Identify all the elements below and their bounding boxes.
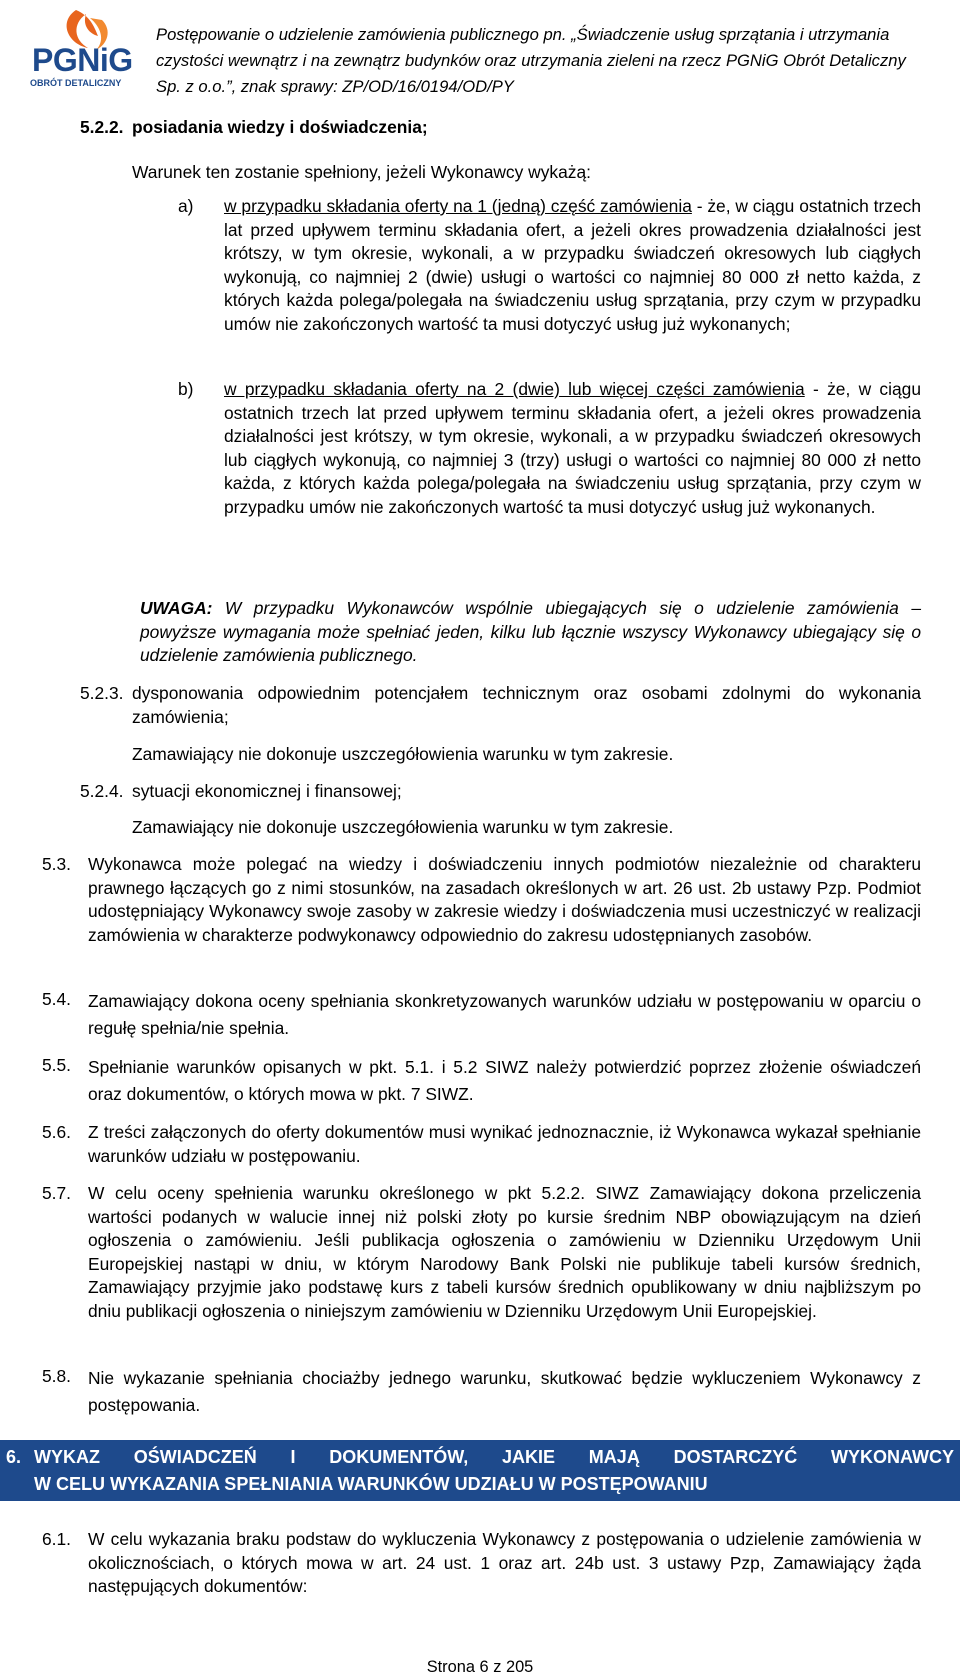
paragraph-number: 5.3. [42, 854, 72, 874]
paragraph-text: Spełnianie warunków opisanych w pkt. 5.1. i 5.2 SIWZ należy potwierdzić poprzez złożenie oświadczeń oraz dokumentów, o których mowa w pkt. 7 SIWZ. [88, 1057, 921, 1104]
paragraph-text-6-1: W celu wykazania braku podstaw do wykluczenia Wykonawcy z postępowania o udzielenie zamówienia w okolicznościach, o których mowa w art. 24 ust. 1 oraz art. 24b ust. 3 ustawy Pzp, Zamawiający żąda następujących dokumentów: [88, 1529, 921, 1597]
uwaga-label: UWAGA: [140, 598, 213, 618]
paragraph-number: 5.5. [42, 1055, 72, 1075]
paragraph-number: 5.4. [42, 989, 72, 1009]
section-text-5-2-3: dysponowania odpowiednim potencjałem technicznym oraz osobami zdolnymi do wykonania zamówienia; [132, 683, 921, 727]
section-6-title-line1: WYKAZ OŚWIADCZEŃ I DOKUMENTÓW, JAKIE MAJĄ DOSTARCZYĆ WYKONAWCY [34, 1447, 954, 1467]
section-6-heading [0, 1440, 960, 1501]
list-item-b-underlined: w przypadku składania oferty na 2 (dwie) lub więcej części zamówienia [224, 379, 805, 399]
page-number: Strona 6 z 205 [426, 1658, 534, 1676]
list-item-b [224, 378, 921, 520]
list-item-a-underlined: w przypadku składania oferty na 1 (jedną) część zamówienia [224, 196, 692, 216]
paragraph-text: W celu oceny spełnienia warunku określonego w pkt 5.2.2. SIWZ Zamawiający dokona przeliczenia wartości podanych w walucie innej niż polski złoty po kursie średnim NBP obowiązującym na dzień ogłoszenia o zamówieniu. Jeśli publikacja ogłoszenia o zamówieniu w Dzienniku Urzędowym Unii Europejskiej nastąpi w dniu, w którym Narodowy Bank Polski nie publikuje tabeli kursów średnich, Zamawiający przyjmie jako podstawę kurs z tabeli kursów średnich opublikowany w dniu najbliższym po dniu publikacji ogłoszenia o niniejszym zamówieniu w Dzienniku Urzędowym Unii Europejskiej. [88, 1183, 921, 1321]
paragraph-text: Z treści załączonych do oferty dokumentów musi wynikać jednoznacznie, iż Wykonawca wykazał spełnianie warunków udziału w postępowaniu. [88, 1122, 921, 1166]
pgnig-logo [28, 4, 134, 90]
paragraph-text: Wykonawca może polegać na wiedzy i doświadczeniu innych podmiotów niezależnie od charakteru prawnego łączących go z nimi stosunków, na zasadach określonych w art. 26 ust. 2b ustawy Pzp. Podmiot udostępniający Wykonawcy swoje zasoby w zakresie wiedzy i doświadczenia musi uczestniczyć w realizacji zamówienia w charakterze podwykonawcy odpowiednio do zakresu udostępnianych zasobów. [88, 854, 921, 945]
paragraph-number: 5.7. [42, 1183, 72, 1203]
section-text-5-2-4: sytuacji ekonomicznej i finansowej; [132, 781, 402, 801]
section-title-5-2-2: posiadania wiedzy i doświadczenia; [132, 117, 428, 137]
paragraph-text: Nie wykazanie spełniania chociażby jednego warunku, skutkować będzie wykluczeniem Wykonawcy z postępowania. [88, 1368, 921, 1415]
section-number-5-2-4: 5.2.4. [80, 781, 124, 801]
section-6-title-line2: W CELU WYKAZANIA SPEŁNIANIA WARUNKÓW UDZIAŁU W POSTĘPOWANIU [34, 1474, 708, 1494]
section-number-5-2-3: 5.2.3. [80, 683, 124, 703]
logo-subtext: OBRÓT DETALICZNY [30, 78, 122, 88]
section-note-5-2-4: Zamawiający nie dokonuje uszczegółowienia warunku w tym zakresie. [132, 817, 674, 837]
paragraph-number: 5.6. [42, 1122, 72, 1142]
list-item-a [224, 195, 921, 337]
document-header-title: Postępowanie o udzielenie zamówienia publicznego pn. „Świadczenie usług sprzątania i utrzymania czystości wewnątrz i na zewnątrz budynków oraz utrzymania zieleni na rzecz PGNiG Obrót Detaliczny Sp. z o.o.”, znak sprawy: ZP/OD/16/0194/OD/PY [156, 25, 906, 96]
section-note-5-2-3: Zamawiający nie dokonuje uszczegółowienia warunku w tym zakresie. [132, 744, 674, 764]
section-6-number: 6. [6, 1447, 22, 1467]
list-item-label-b: b) [178, 379, 194, 399]
logo-text: PGNiG [32, 42, 133, 78]
uwaga-note [140, 597, 921, 668]
list-item-label-a: a) [178, 196, 194, 216]
list-item-b-text: - że, w ciągu ostatnich trzech lat przed upływem terminu składania ofert, a jeżeli okres prowadzenia działalności jest krótszy, w tym okresie, wykonali, a w przypadku świadczeń okresowych lub ciągłych wykonują, co najmniej 3 (trzy) usługi o wartości co najmniej 80 000 zł netto każda, z których każda polega/polegała na świadczeniu usług sprzątania, przy czym w przypadku umów nie zakończonych wartość ta musi dotyczyć usług już wykonanych. [224, 379, 922, 517]
section-number-5-2-2: 5.2.2. [80, 117, 124, 137]
list-item-a-text: - że, w ciągu ostatnich trzech lat przed upływem terminu składania ofert, a jeżeli okres prowadzenia działalności jest krótszy, w tym okresie, wykonali, a w przypadku świadczeń okresowych lub ciągłych wykonują, co najmniej 2 (dwie) usługi o wartości co najmniej 80 000 zł netto każda, z których każda polega/polegała na świadczeniu usług sprzątania, przy czym w przypadku umów nie zakończonych wartość ta musi dotyczyć usług już wykonanych; [224, 196, 921, 334]
uwaga-text: W przypadku Wykonawców wspólnie ubiegających się o udzielenie zamówienia – powyższe wymagania może spełniać jeden, kilku lub łącznie wszyscy Wykonawcy ubiegający się o udzielenie zamówienia publicznego. [140, 598, 921, 666]
paragraph-number: 5.8. [42, 1366, 72, 1386]
section-intro: Warunek ten zostanie spełniony, jeżeli Wykonawcy wykażą: [132, 162, 591, 182]
paragraph-text: Zamawiający dokona oceny spełniania skonkretyzowanych warunków udziału w postępowaniu w oparciu o regułę spełnia/nie spełnia. [88, 991, 921, 1038]
paragraph-number-6-1: 6.1. [42, 1529, 72, 1549]
